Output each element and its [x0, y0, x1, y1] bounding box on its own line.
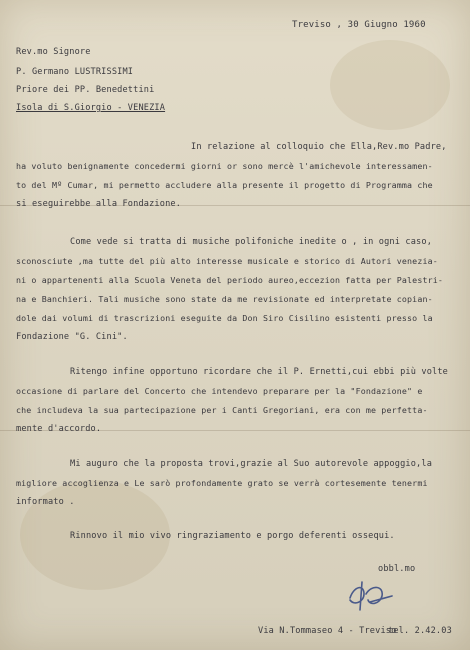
- body-line: Come vede si tratta di musiche polifoniche inedite o , in ogni caso,: [70, 237, 433, 247]
- body-line: ha voluto benignamente concedermi giorni or sono mercè l'amichevole interessamen-: [16, 161, 433, 171]
- body-line: migliore accoglienza e Le sarò profondamente grato se verrà cortesemente tenermi: [16, 478, 428, 488]
- body-line: che includeva la sua partecipazione per i Canti Gregoriani, era con me perfetta-: [16, 405, 428, 415]
- closing: obbl.mo: [378, 564, 416, 574]
- body-line: Mi auguro che la proposta trovi,grazie al Suo autorevole appoggio,la: [70, 459, 433, 469]
- body-line: sconosciute ,ma tutte del più alto interesse musicale e storico di Autori venezia-: [16, 256, 438, 266]
- body-line: si eseguirebbe alla Fondazione.: [16, 199, 182, 209]
- salutation: Rev.mo Signore: [16, 47, 91, 57]
- body-line: na e Banchieri. Tali musiche sono state da me revisionate ed interpretate copian-: [16, 294, 433, 304]
- body-line: mente d'accordo.: [16, 424, 102, 434]
- paper-stain: [330, 40, 450, 130]
- recipient-line: Priore dei PP. Benedettini: [16, 85, 155, 95]
- body-line: ni o appartenenti alla Scuola Veneta del periodo aureo,eccezion fatta per Palestri-: [16, 275, 444, 285]
- recipient-line: Isola di S.Giorgio - VENEZIA: [16, 103, 166, 113]
- body-line: informato .: [16, 497, 75, 507]
- body-line: dole dai volumi di trascrizioni eseguite da Don Siro Cisilino esistenti presso la: [16, 313, 433, 323]
- body-line: Ritengo infine opportuno ricordare che il P. Ernetti,cui ebbi più volte: [70, 367, 448, 377]
- body-line: occasione di parlare del Concerto che intendevo preparare per la "Fondazione" e: [16, 386, 423, 396]
- footer-address: Via N.Tommaseo 4 - Treviso: [258, 626, 397, 636]
- body-line: to del Mº Cumar, mi permetto accludere alla presente il progetto di Programma che: [16, 180, 433, 190]
- body-line: In relazione al colloquio che Ella,Rev.mo Padre,: [191, 142, 447, 152]
- body-line: Rinnovo il mio vivo ringraziamento e porgo deferenti ossequi.: [70, 531, 395, 541]
- recipient-line: P. Germano LUSTRISSIMI: [16, 67, 134, 77]
- footer-phone: tel. 2.42.03: [388, 626, 452, 636]
- body-line: Fondazione "G. Cini".: [16, 332, 128, 342]
- letter-date: Treviso , 30 Giugno 1960: [292, 20, 426, 30]
- signature-icon: [340, 576, 400, 616]
